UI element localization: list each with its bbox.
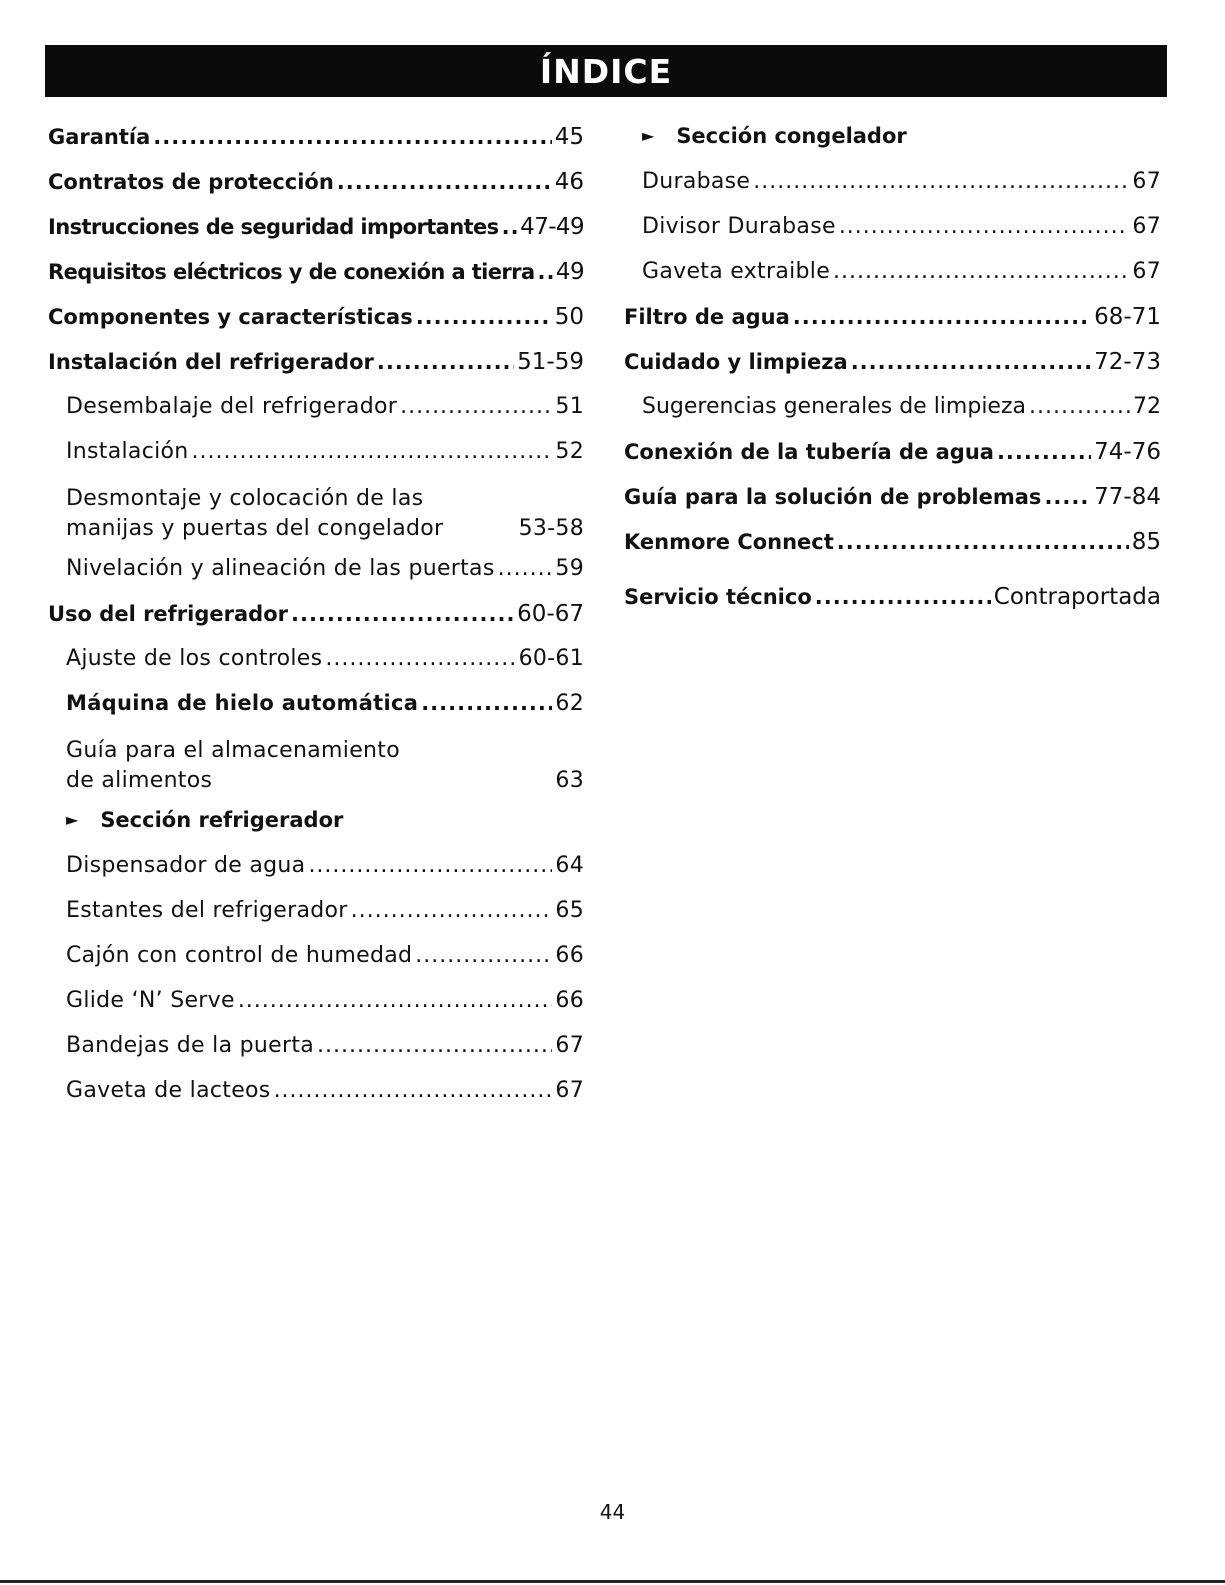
toc-entry-page: 67: [1132, 169, 1161, 194]
toc-entry-page: 50: [554, 304, 584, 330]
triangle-right-icon: ►: [66, 810, 79, 829]
dot-leader: [415, 943, 552, 968]
toc-entry-page: 67: [1132, 259, 1161, 284]
dot-leader: [1029, 394, 1130, 419]
toc-entry-filtro[interactable]: [624, 304, 1161, 349]
toc-entry-garantia[interactable]: [48, 124, 584, 169]
toc-right-column: [624, 124, 1161, 629]
toc-entry-page: Contraportada: [993, 584, 1161, 610]
dot-leader: [192, 439, 553, 464]
toc-entry-page: 68-71: [1094, 304, 1161, 330]
toc-entry-componentes[interactable]: [48, 304, 584, 349]
toc-entry-instrucciones[interactable]: [48, 214, 584, 259]
toc-entry-page: 51-59: [517, 349, 584, 375]
dot-leader: [815, 585, 991, 609]
toc-subentry-gaveta-extraible[interactable]: [624, 259, 1161, 304]
toc-entry-page: 49: [555, 259, 584, 285]
toc-entry-page: 51: [555, 394, 584, 419]
page-title: ÍNDICE: [539, 51, 673, 91]
dot-leader: [238, 988, 553, 1013]
title-bar: [45, 45, 1167, 97]
toc-entry-page: 74-76: [1094, 439, 1161, 465]
dot-leader: [377, 350, 514, 374]
toc-entry-servicio[interactable]: [624, 584, 1161, 629]
dot-leader: [291, 602, 514, 626]
dot-leader: [793, 305, 1091, 329]
toc-entry-page: 72-73: [1094, 349, 1161, 375]
toc-entry-contratos[interactable]: [48, 169, 584, 214]
toc-subentry-lacteos[interactable]: [48, 1078, 584, 1123]
toc-entry-page: 77-84: [1094, 484, 1161, 510]
dot-leader: [317, 1033, 552, 1058]
toc-subentry-dispensador[interactable]: [48, 853, 584, 898]
toc-subentry-divisor[interactable]: [624, 214, 1161, 259]
section-heading-congelador: [624, 124, 1161, 169]
toc-entry-page: 60-61: [518, 646, 584, 671]
section-heading-refrigerador: [48, 808, 584, 853]
toc-entry-label: Filtro de agua: [624, 305, 790, 329]
toc-entry-page: 62: [555, 691, 584, 716]
triangle-right-icon: ►: [642, 126, 655, 145]
toc-entry-page: 46: [554, 169, 584, 195]
toc-entry-label: Kenmore Connect: [624, 530, 834, 554]
toc-entry-page: 67: [555, 1033, 584, 1058]
toc-entry-page: 59: [555, 556, 584, 581]
section-heading-label: Sección refrigerador: [100, 808, 344, 832]
toc-entry-label: Instalación del refrigerador: [48, 350, 374, 374]
toc-entry-label: Gaveta de lacteos: [66, 1078, 271, 1103]
toc-entry-label-line2: de alimentos: [66, 768, 213, 793]
dot-leader: [498, 556, 553, 581]
toc-entry-label: Dispensador de agua: [66, 853, 306, 878]
toc-entry-label: Bandejas de la puerta: [66, 1033, 315, 1058]
toc-entry-page: 66: [555, 988, 584, 1013]
dot-leader: [337, 170, 552, 194]
dot-leader: [502, 215, 518, 239]
toc-entry-page: 66: [555, 943, 584, 968]
toc-entry-label: Contratos de protección: [48, 170, 334, 194]
toc-subentry-hielo[interactable]: [48, 691, 584, 736]
dot-leader: [833, 259, 1129, 284]
toc-entry-page: 64: [555, 853, 584, 878]
toc-entry-cuidado[interactable]: [624, 349, 1161, 394]
dot-leader: [851, 350, 1091, 374]
toc-subentry-sugerencias[interactable]: [624, 394, 1161, 439]
toc-entry-label: Requisitos eléctricos y de conexión a tierra: [48, 260, 535, 284]
toc-entry-page: 45: [554, 124, 584, 150]
toc-subentry-bandejas[interactable]: [48, 1033, 584, 1078]
dot-leader: [153, 125, 551, 149]
toc-entry-instalacion[interactable]: [48, 349, 584, 394]
toc-subentry-desembalaje[interactable]: [48, 394, 584, 439]
toc-entry-page: 47-49: [520, 214, 584, 240]
dot-leader: [351, 898, 553, 923]
toc-entry-page: 67: [1132, 214, 1161, 239]
dot-leader: [325, 646, 515, 671]
toc-entry-page: 85: [1131, 529, 1161, 555]
toc-entry-label: Instalación: [66, 439, 189, 464]
toc-entry-label: Divisor Durabase: [642, 214, 836, 239]
dot-leader: [400, 394, 552, 419]
toc-entry-requisitos[interactable]: [48, 259, 584, 304]
toc-entry-label: Conexión de la tubería de agua: [624, 440, 994, 464]
toc-subentry-instalacion[interactable]: [48, 439, 584, 484]
toc-entry-page: 65: [555, 898, 584, 923]
toc-entry-label: Ajuste de los controles: [66, 646, 323, 671]
toc-entry-page: 52: [555, 439, 584, 464]
toc-entry-label: Cuidado y limpieza: [624, 350, 848, 374]
toc-entry-label: Guía para la solución de problemas: [624, 485, 1042, 509]
toc-entry-label: Durabase: [642, 169, 751, 194]
toc-entry-uso[interactable]: [48, 601, 584, 646]
section-heading-label: Sección congelador: [676, 124, 907, 148]
toc-entry-solucion[interactable]: [624, 484, 1161, 529]
toc-entry-page: 72: [1133, 394, 1161, 419]
toc-entry-label: Gaveta extraible: [642, 259, 831, 284]
toc-subentry-controles[interactable]: [48, 646, 584, 691]
toc-subentry-durabase[interactable]: [624, 169, 1161, 214]
dot-leader: [753, 169, 1129, 194]
toc-entry-label-line1: Desmontaje y colocación de las: [66, 486, 424, 511]
dot-leader: [997, 440, 1091, 464]
toc-entry-label: Instrucciones de seguridad importantes: [48, 215, 499, 239]
toc-entry-kenmore-connect[interactable]: [624, 529, 1161, 574]
toc-entry-label: Cajón con control de humedad: [66, 943, 413, 968]
toc-entry-label-line1: Guía para el almacenamiento: [66, 738, 400, 763]
toc-entry-page: 60-67: [517, 601, 584, 627]
toc-subentry-cajon[interactable]: [48, 943, 584, 988]
dot-leader: [837, 530, 1129, 554]
toc-subentry-estantes[interactable]: [48, 898, 584, 943]
toc-entry-label: Estantes del refrigerador: [66, 898, 348, 923]
dot-leader: [416, 305, 552, 329]
dot-leader: [1044, 485, 1091, 509]
dot-leader: [274, 1078, 553, 1103]
toc-left-column: [48, 124, 584, 1123]
dot-leader: [538, 260, 553, 284]
toc-entry-label: Nivelación y alineación de las puertas: [66, 556, 495, 581]
dot-leader: [421, 691, 552, 715]
page-number: 44: [599, 1500, 626, 1524]
toc-entry-label: Componentes y características: [48, 305, 413, 329]
toc-entry-label: Glide ‘N’ Serve: [66, 988, 235, 1013]
toc-subentry-desmontaje[interactable]: [48, 484, 584, 556]
toc-entry-page: 63: [555, 768, 584, 793]
toc-entry-page: 53-58: [518, 516, 584, 541]
toc-entry-page: 67: [555, 1078, 584, 1103]
toc-entry-label: Garantía: [48, 125, 151, 149]
toc-subentry-nivelacion[interactable]: [48, 556, 584, 601]
toc-subentry-glide[interactable]: [48, 988, 584, 1033]
dot-leader: [308, 853, 552, 878]
toc-entry-label: Uso del refrigerador: [48, 602, 288, 626]
toc-entry-label-line2: manijas y puertas del congelador: [66, 516, 444, 541]
toc-entry-label: Desembalaje del refrigerador: [66, 394, 398, 419]
toc-entry-conexion[interactable]: [624, 439, 1161, 484]
toc-entry-label: Sugerencias generales de limpieza: [642, 394, 1026, 419]
toc-entry-label: Máquina de hielo automática: [66, 691, 419, 715]
dot-leader: [839, 214, 1130, 239]
toc-subentry-almacenamiento[interactable]: [48, 736, 584, 808]
bottom-rule: [0, 1580, 1225, 1583]
toc-entry-label: Servicio técnico: [624, 585, 812, 609]
